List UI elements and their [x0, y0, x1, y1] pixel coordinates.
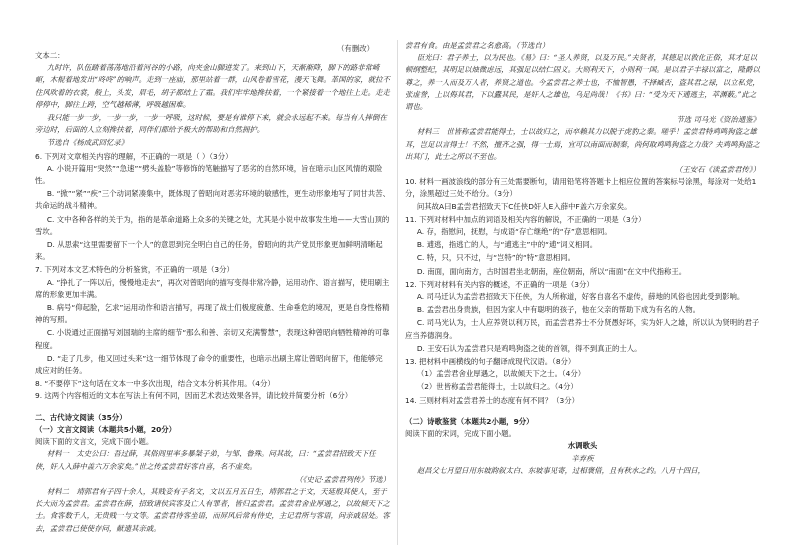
section-2a-intro: 阅读下面的文言文，完成下面小题。 [35, 437, 154, 447]
material-2-cont: 尝君有食。由是孟尝君之名愈高。（节选自） [405, 41, 550, 50]
q11-stem: 11. 下列对材料中加点的词语及相关内容的解说，不正确的一项是（3分） [405, 214, 646, 224]
q12-stem: 12. 下列对材料有关内容的概述，不正确的一项是（3分） [405, 279, 594, 289]
q9-stem: 9. 这两个内容相近的文本在写法上有何不同，因而艺术表达效果各异，请比较并简要分析（6分） [35, 391, 353, 401]
text2-label: 文本二： [35, 51, 65, 60]
q11-opt-c: C. 特，只，只不过，与“岂特”的“特”意思相同。 [416, 253, 576, 263]
q13-item-1: （1）孟尝君舍业厚遇之，以故倾天下之士。（4分） [416, 369, 586, 379]
poem-preface: 赵昌父七月望日用东坡韵叙太白、东坡事见寄，过相褒借，且有秋水之约。八月十四日， [416, 465, 706, 475]
q6-stem: 6. 下列对文章相关内容的理解，不正确的一项是（ ）（3分） [35, 151, 233, 161]
section-2-title: 二、古代诗文阅读（35分） [35, 412, 127, 422]
q13-stem: 13. 把材料中画横线的句子翻译成现代汉语。（8分） [405, 357, 576, 367]
poem-author: 辛弃疾 [571, 453, 594, 463]
q7-stem: 7. 下列对本文艺术特色的分析鉴赏，不正确的一项是（3分） [35, 265, 234, 275]
material-3-source: （王安石《读孟尝君传》） [675, 165, 760, 175]
q8-stem: 8. “不要停下”这句话在文本一中多次出现，结合文本分析其作用。（4分） [35, 379, 275, 389]
q6-opt-d: D. 从思索“这里需要留下一个人”的意思到完全明白自己的任务，曾昭向的共产党员形象更加鲜明清晰起来。 [35, 240, 383, 262]
q14-stem: 14. 三则材料对孟尝君养士的态度有何不同？（3分） [405, 395, 580, 405]
text2-para-1: 九时许，队伍踏着荡荡地沿着河谷的小路，向夹金山脚进发了。来到山下，天渐渐降，脚下的路非常崎岖，木棍着地发出“咚咚”的响声。走到一座庙，那里站着一群，山风卷着雪花，漫天飞舞。革国的家，就拉不住风吹着的衣裳，般上，头发，眉毛，胡子都结上了霜。我们牢牢地搀扶着，一个紧接着一个地往上走。走走停停中，脚往上跨，空气越稀薄，呼吸越困难。 [35, 63, 390, 109]
q6-opt-c: C. 文中各种各样的关于为，指的是革命道路上众多的关键之处，尤其是小说中故事发生地——大雪山顶的雪坎。 [35, 214, 390, 236]
q7-opt-c: C. 小说通过正面描写刘国瑞的主席的细节“那么和善、亲切又充满警慧”，表现这种曾昭向牺牲精神的可靠程度。 [35, 328, 390, 350]
material-1-source: （《史记·孟尝君列传》节选） [295, 474, 390, 484]
q6-opt-b: B. “掀”“紧”“疾”三个动词紧凑集中，既体现了曾昭向对恶劣环境的敏感性，更生动形象地写了同甘共苦、共命运的战斗精神。 [35, 189, 390, 211]
text2-para-2: 我只能一步一步，一步一步，一步一呼吸，这时候，要是有谁停下来，就会永远起不来。每当有人摔倒在旁边时，后面的人立刻搀扶着，同伴们都给予极大的帮助和自然拥护。 [35, 113, 387, 135]
material-1: 材料一 太史公曰：吾过薛，其俗闾里率多暴桀子弟，与邹、鲁殊。问其故，曰：“孟尝君招致天下任侠，奸人入薛中盖六万余家矣。”世之传孟尝君好客自喜，名不虚矣。 [35, 449, 376, 471]
material-3: 材料三 世皆称孟尝君能得士，士以故归之，而卒赖其力以脱于虎豹之秦。嗟乎！孟尝君特鸡鸣狗盗之雄耳，岂足以言得士！不然，擅齐之强，得一士焉，宜可以南面而制秦，尚何取鸡鸣狗盗之力哉？夫鸡鸣狗盗之出其门，此士之所以不至也。 [405, 127, 760, 161]
section-2b-title: （二）诗歌鉴赏（本题共2小题，9分） [405, 416, 534, 426]
q7-opt-a: A. “挣扎了一阵以后，慢慢地走去”，再次对曾昭向的描写变得非常冷静，运用动作、语言描写，使用刷主席的形象更加丰满。 [35, 277, 390, 299]
q10-stem: 10. 材料一画波浪线的部分有三处需要断句，请用铅笔将答题卡上相应位置的答案标号涂黑，每涂对一处给1分，涂黑超过三处不给分。（3分） [405, 177, 757, 199]
q7-opt-b: B. 病号“仰起脸，乞求”运用动作和语言描写，再现了战士们极度疲惫、生命垂危的境况，更是自身性格精神的写照。 [35, 303, 390, 325]
material-2: 材料二 靖郭君有子四十余人，其贱妾有子名文，文以五月五日生，靖郭君之于文，天延殷其使人，至于长大而为孟尝君。孟尝君在薛，招致诸侯宾客及亡人有罪者，皆归孟尝君。孟尝君舍业厚遇之，以故倾天下之士。食客数千人，无贵贱一与文等。孟尝君待客坐语，而屏风后常有侍史，主记君所与客语，问亲戚居处。客去，孟尝君已使使存问，献遗其亲戚。 [35, 486, 390, 533]
header-note: （有删改） [337, 44, 374, 53]
q11-opt-a: A. 存，指慰问，抚慰，与成语“存亡继绝”的“存”意思相同。 [416, 227, 612, 237]
q10-text: 问其故A曰B孟尝君招致天下C任侠D奸人E入薛中F盖六万余家矣。 [416, 201, 632, 211]
right-column [405, 40, 760, 478]
material-2-comment: 臣光曰：君子养士，以为民也。《易》曰：“圣人养贤，以及万民。”夫贤者，其德足以敦化正俗，其才足以顿纲整纪，其明足以烛微虑远，其强足以结仁固义。大则利天下，小则利一国。是以君子丰禄以富之，隆爵以尊之，养一人而及万人者，养贤之道也。今孟尝君之养士也，不恤智愚，不择臧否，盗其君之禄，以立私党，张虚誉，上以侮其君，下以蠹其民，是奸人之雄也，乌足尚哉！《书》曰：“受为天下逋逃主，萃渊薮。”此之谓也。 [405, 53, 760, 112]
section-2a-title: （一）文言文阅读（本题共5小题，20分） [35, 424, 177, 434]
q11-opt-d: D. 南面，面向南方，古时国君坐北朝南，座位朝南，所以“南面”在文中代指称王。 [416, 266, 687, 276]
text2-source: 节选自《杨成武回忆录》 [46, 138, 129, 148]
q12-opt-c: C. 司马光认为，士人应养贤以利万民，而孟尝君养士不分贤愚好坏，实为奸人之雄，所以认为贤明的君子应当养德润身。 [405, 318, 760, 340]
section-2b-intro: 阅读下面的宋词，完成下面小题。 [405, 429, 516, 439]
q7-opt-d: D. “走了几步，他又回过头来”这一细节体现了命令的重要性，也暗示出刷主席让曾昭向留下，他能够完成应对的任务。 [35, 353, 383, 376]
q11-opt-b: B. 逋逃，指逃亡的人，与“逋逃主”中的“逋”词义相同。 [416, 240, 598, 250]
material-2-source: 节选 司马光《资治通鉴》 [676, 115, 760, 125]
q12-opt-d: D. 王安石认为孟尝君只是鸡鸣狗盗之徒的首领，得不到真正的士人。 [416, 343, 642, 353]
q12-opt-a: A. 司马迁认为孟尝君招致天下任侠，为人所称道，好客自喜名不虚传，薛地的风俗也因此受到影响。 [416, 292, 745, 302]
left-column [35, 40, 390, 536]
q6-opt-a: A. 小说开篇用“突然”“急速”“劈头盖脸”等修饰的笔触描写了恶劣的自然环境，旨在暗示山区风情的艰险性。 [35, 163, 383, 186]
q13-item-2: （2）世皆称孟尝君能得士，士以故归之。（4分） [416, 382, 578, 392]
poem-title: 水调歌头 [567, 441, 598, 451]
q12-opt-b: B. 孟尝君出身贵族，但因为家人中有聪明的孩子，他在父亲的帮助下成为有名的人物。 [416, 305, 701, 315]
column-divider [397, 40, 398, 545]
